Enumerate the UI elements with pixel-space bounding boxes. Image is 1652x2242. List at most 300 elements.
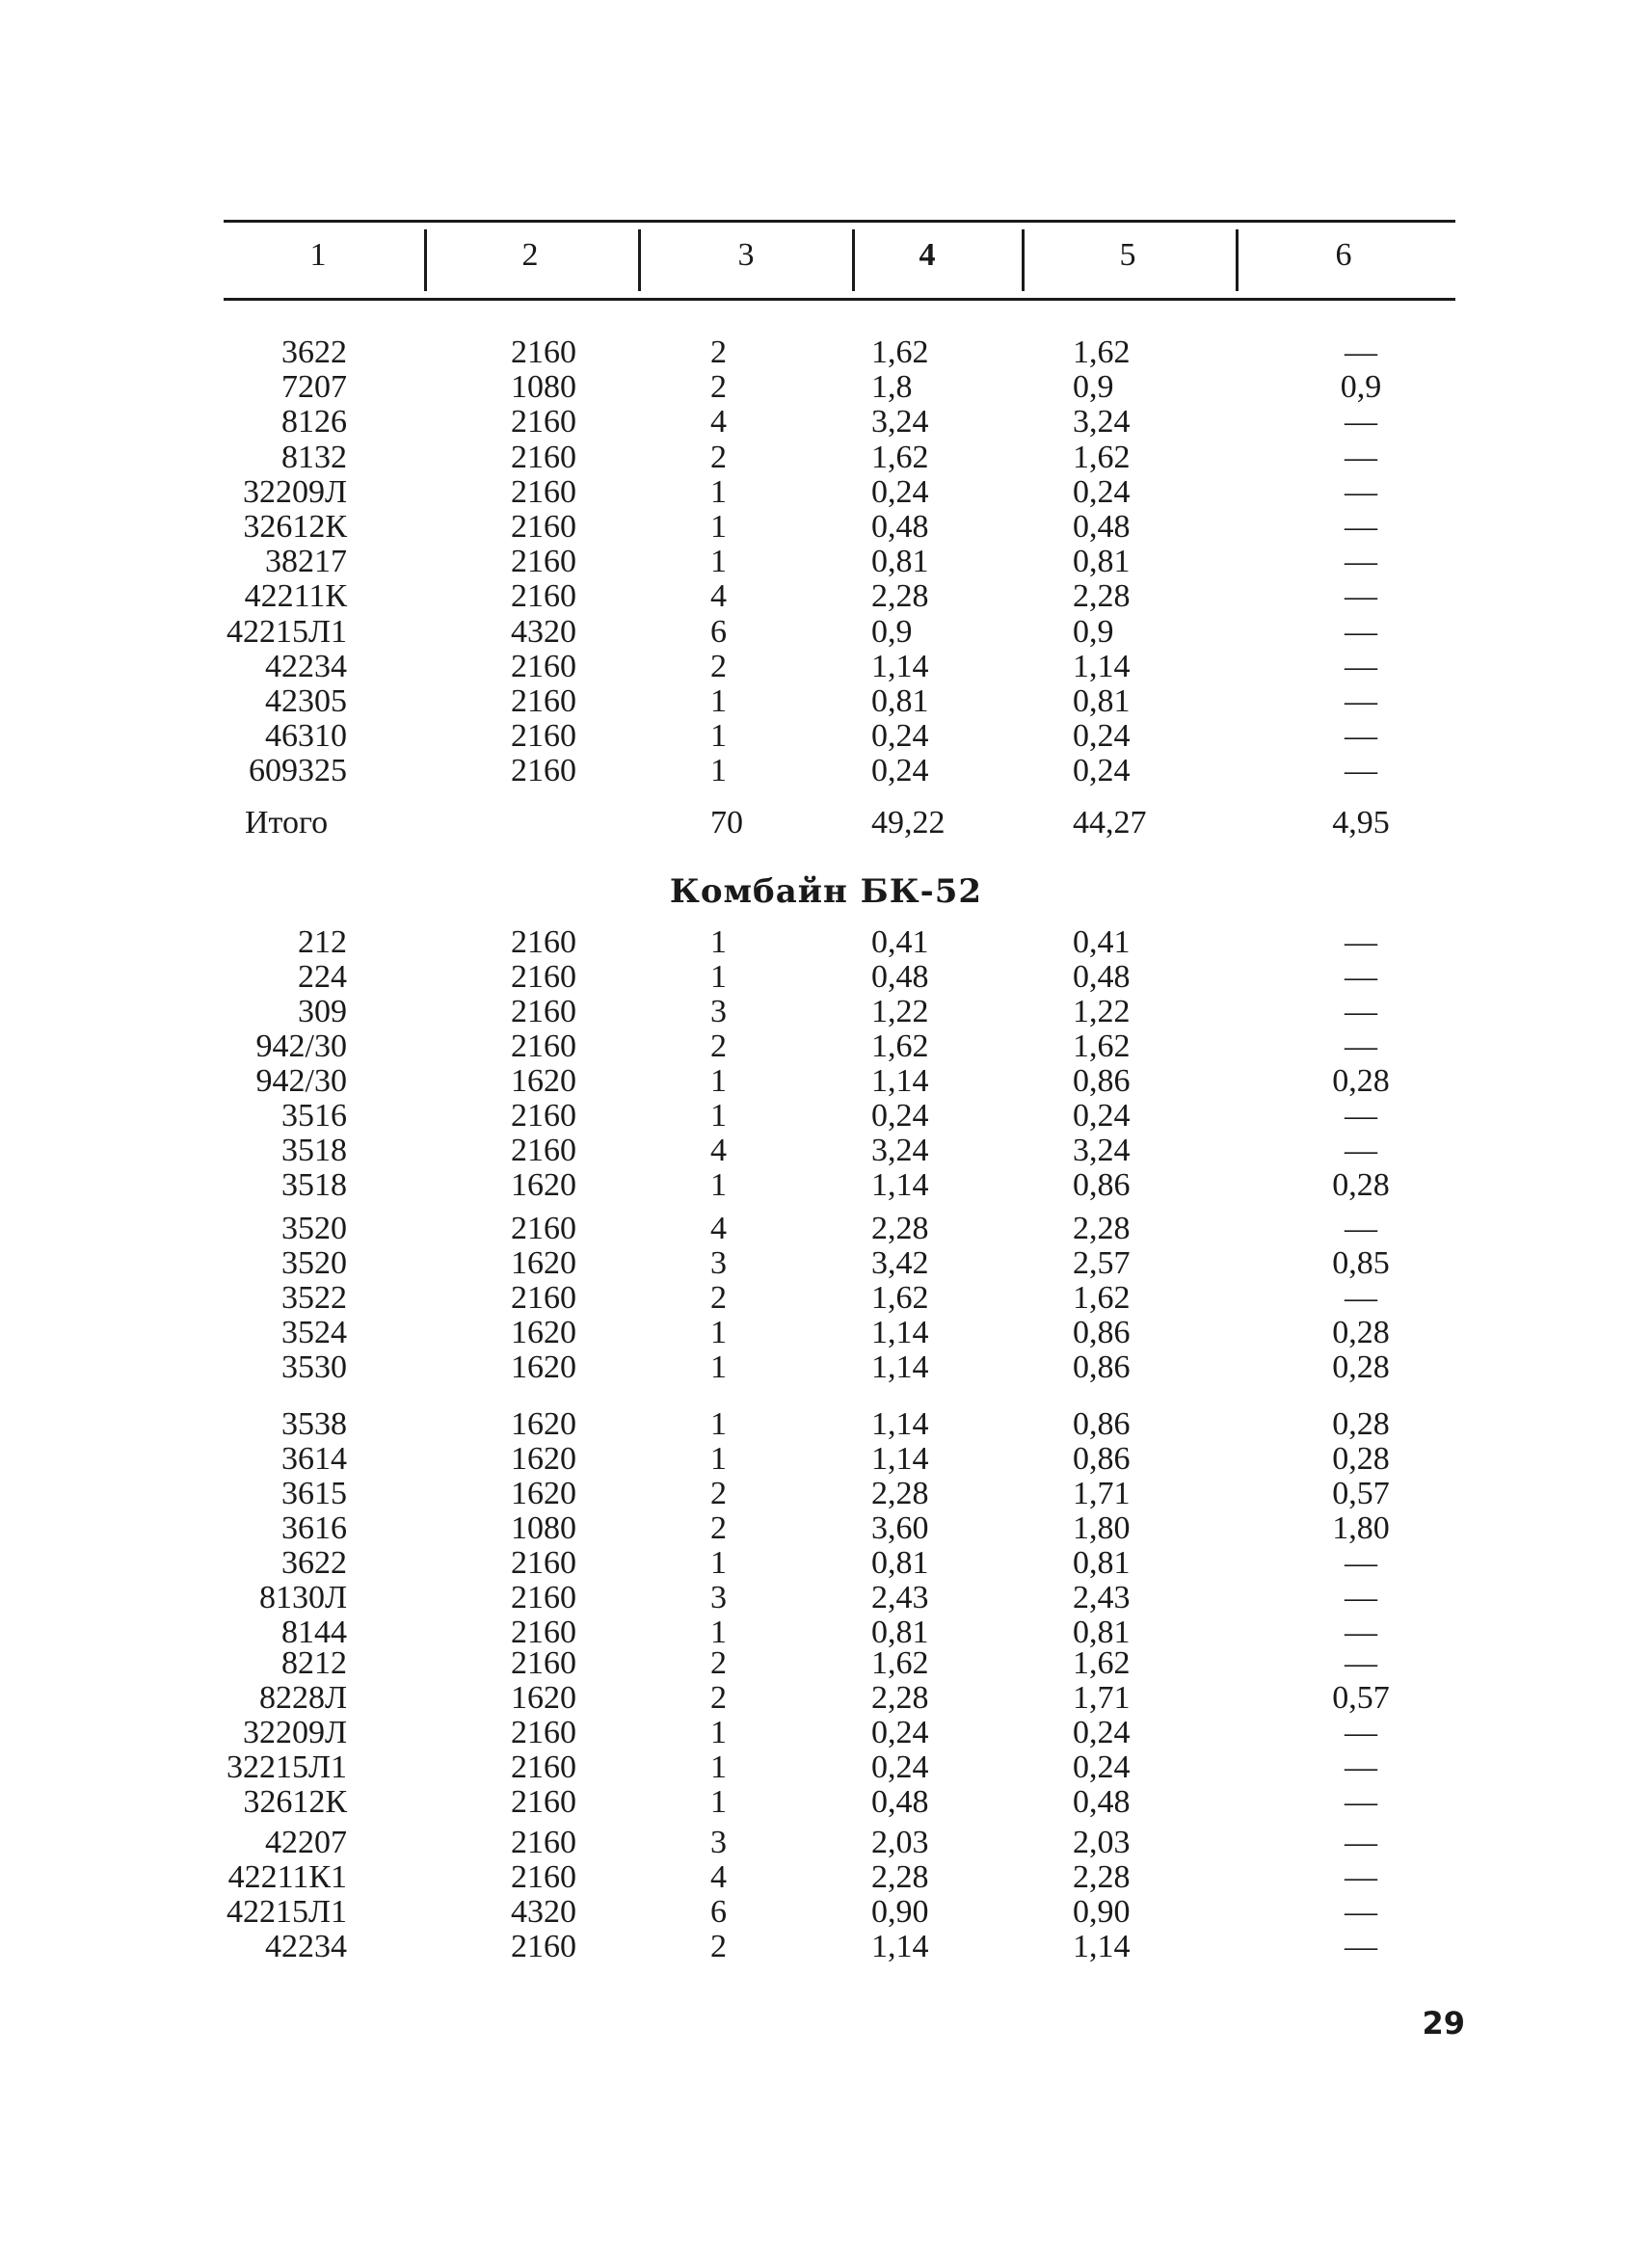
- cell-col6: —: [1345, 1784, 1377, 1820]
- cell-col2: 1080: [511, 369, 576, 406]
- table-row: [0, 370, 1652, 405]
- table-row: [0, 510, 1652, 545]
- cell-col4: 2,28: [871, 1859, 929, 1895]
- cell-col2: 1620: [511, 1406, 576, 1442]
- cell-col4: 0,81: [871, 1615, 929, 1650]
- cell-col5: 1,80: [1073, 1510, 1131, 1546]
- cell-col5: 0,24: [1073, 473, 1131, 510]
- cell-col6: —: [1345, 1133, 1377, 1168]
- cell-col2: 1620: [511, 1476, 576, 1511]
- cell-col2: 1620: [511, 1245, 576, 1281]
- table-row: [0, 1029, 1652, 1064]
- cell-col5: 3,24: [1073, 404, 1131, 440]
- header-separator: [1022, 229, 1025, 291]
- cell-col2: 2160: [511, 648, 576, 684]
- cell-col6: —: [1345, 1580, 1377, 1615]
- cell-col6: —: [1345, 1749, 1377, 1785]
- cell-col5: 2,28: [1073, 1859, 1131, 1895]
- cell-col5: 0,81: [1073, 1615, 1131, 1650]
- table-row: [0, 1895, 1652, 1930]
- table-row: [0, 960, 1652, 995]
- cell-col1: 8132: [281, 439, 347, 475]
- cell-col6: —: [1345, 1615, 1377, 1650]
- cell-col5: 0,90: [1073, 1894, 1131, 1930]
- cell-col2: 2160: [511, 924, 576, 960]
- cell-col1: 32612К: [243, 509, 347, 545]
- cell-col3: 1: [710, 1063, 727, 1099]
- cell-col3: 2: [710, 648, 727, 684]
- cell-col3: 1: [710, 1098, 727, 1134]
- cell-col3: 3: [710, 994, 727, 1029]
- cell-col1: 42207: [265, 1825, 347, 1860]
- cell-col6: —: [1345, 1280, 1377, 1316]
- cell-col5: 0,86: [1073, 1349, 1131, 1385]
- cell-col2: 2160: [511, 1280, 576, 1316]
- cell-col2: 2160: [511, 718, 576, 755]
- cell-col2: 1620: [511, 1167, 576, 1203]
- cell-col4: 0,48: [871, 959, 929, 995]
- section-title: Комбайн БК-52: [669, 872, 983, 911]
- cell-col1: 42234: [265, 648, 347, 684]
- cell-col1: 7207: [281, 369, 347, 406]
- cell-col1: 8130Л: [258, 1580, 347, 1615]
- cell-col1: 212: [298, 924, 347, 960]
- cell-col4: 1,62: [871, 439, 929, 475]
- header-bottom-rule: [224, 298, 1455, 301]
- table-row: [0, 650, 1652, 684]
- cell-col3: 4: [710, 578, 727, 615]
- table-row: [0, 1750, 1652, 1785]
- cell-col3: 1: [710, 683, 727, 719]
- cell-col2: 2160: [511, 1859, 576, 1895]
- cell-col6: —: [1345, 753, 1377, 789]
- table-row: [0, 1646, 1652, 1681]
- cell-col6: —: [1345, 683, 1377, 719]
- cell-col5: 1,62: [1073, 334, 1131, 370]
- header-separator: [424, 229, 427, 291]
- cell-col4: 2,28: [871, 578, 929, 615]
- cell-col3: 2: [710, 1028, 727, 1064]
- total-col3: 70: [710, 805, 743, 841]
- table-row: [0, 1785, 1652, 1820]
- column-header-3: 3: [737, 237, 755, 273]
- cell-col4: 1,14: [871, 1441, 929, 1477]
- cell-col5: 2,03: [1073, 1825, 1131, 1860]
- cell-col2: 2160: [511, 1615, 576, 1650]
- table-row: [0, 1511, 1652, 1546]
- cell-col5: 3,24: [1073, 1133, 1131, 1168]
- cell-col3: 2: [710, 1280, 727, 1316]
- cell-col1: 42211К: [244, 578, 347, 615]
- cell-col2: 2160: [511, 1580, 576, 1615]
- cell-col6: —: [1345, 994, 1377, 1029]
- cell-col2: 2160: [511, 994, 576, 1029]
- cell-col1: 3520: [281, 1245, 347, 1281]
- cell-col6: —: [1345, 1028, 1377, 1064]
- cell-col3: 1: [710, 1715, 727, 1750]
- cell-col5: 1,62: [1073, 1028, 1131, 1064]
- cell-col3: 1: [710, 1349, 727, 1385]
- cell-col2: 2160: [511, 509, 576, 545]
- cell-col3: 1: [710, 1315, 727, 1350]
- cell-col3: 1: [710, 544, 727, 580]
- table-row: [0, 1168, 1652, 1203]
- table-row: [0, 545, 1652, 579]
- cell-col4: 3,42: [871, 1245, 929, 1281]
- cell-col1: 3614: [281, 1441, 347, 1477]
- cell-col4: 1,8: [871, 369, 913, 406]
- cell-col1: 38217: [265, 544, 347, 580]
- cell-col6: 0,57: [1332, 1680, 1390, 1716]
- cell-col4: 1,62: [871, 334, 929, 370]
- cell-col1: 3518: [281, 1167, 347, 1203]
- cell-col2: 2160: [511, 1028, 576, 1064]
- cell-col6: —: [1345, 1645, 1377, 1681]
- column-header-6: 6: [1335, 237, 1352, 273]
- cell-col5: 0,24: [1073, 1749, 1131, 1785]
- cell-col5: 1,71: [1073, 1476, 1131, 1511]
- header-separator: [852, 229, 855, 291]
- cell-col3: 2: [710, 1929, 727, 1964]
- cell-col4: 2,28: [871, 1211, 929, 1246]
- cell-col1: 609325: [249, 753, 347, 789]
- cell-col3: 1: [710, 1167, 727, 1203]
- cell-col1: 32215Л1: [226, 1749, 347, 1785]
- cell-col4: 0,41: [871, 924, 929, 960]
- table-row: [0, 1099, 1652, 1134]
- cell-col5: 0,9: [1073, 613, 1114, 650]
- cell-col2: 2160: [511, 1929, 576, 1964]
- cell-col1: 32612К: [243, 1784, 347, 1820]
- cell-col6: —: [1345, 613, 1377, 650]
- table-row: [0, 405, 1652, 440]
- cell-col6: —: [1345, 1929, 1377, 1964]
- table-row: [0, 925, 1652, 960]
- cell-col6: —: [1345, 924, 1377, 960]
- cell-col6: 0,85: [1332, 1245, 1390, 1281]
- table-row: [0, 754, 1652, 788]
- cell-col4: 1,14: [871, 1063, 929, 1099]
- header-top-rule: [224, 220, 1455, 223]
- cell-col3: 1: [710, 959, 727, 995]
- cell-col3: 1: [710, 1545, 727, 1581]
- cell-col1: 942/30: [255, 1028, 347, 1064]
- total-col5: 44,27: [1073, 805, 1147, 841]
- cell-col5: 0,9: [1073, 369, 1114, 406]
- cell-col1: 3538: [281, 1406, 347, 1442]
- total-row: [0, 806, 1652, 841]
- cell-col5: 0,81: [1073, 1545, 1131, 1581]
- cell-col3: 4: [710, 404, 727, 440]
- table-row: [0, 1681, 1652, 1716]
- cell-col6: 0,28: [1332, 1441, 1390, 1477]
- cell-col4: 3,24: [871, 404, 929, 440]
- cell-col6: 0,28: [1332, 1167, 1390, 1203]
- cell-col3: 6: [710, 613, 727, 650]
- cell-col3: 3: [710, 1580, 727, 1615]
- cell-col3: 1: [710, 718, 727, 755]
- column-header-2: 2: [521, 237, 539, 273]
- cell-col5: 1,62: [1073, 1280, 1131, 1316]
- total-label: Итого: [245, 805, 329, 841]
- cell-col4: 0,24: [871, 1715, 929, 1750]
- cell-col6: 0,28: [1332, 1406, 1390, 1442]
- table-row: [0, 1442, 1652, 1477]
- cell-col1: 42305: [265, 683, 347, 719]
- cell-col3: 6: [710, 1894, 727, 1930]
- table-row: [0, 1281, 1652, 1316]
- column-header-1: 1: [309, 237, 327, 273]
- cell-col6: —: [1345, 578, 1377, 615]
- cell-col3: 1: [710, 1441, 727, 1477]
- table-row: [0, 1860, 1652, 1895]
- cell-col3: 2: [710, 1645, 727, 1681]
- table-row: [0, 1064, 1652, 1099]
- cell-col5: 1,14: [1073, 648, 1131, 684]
- cell-col5: 0,86: [1073, 1441, 1131, 1477]
- cell-col3: 1: [710, 509, 727, 545]
- cell-col4: 2,03: [871, 1825, 929, 1860]
- cell-col1: 8144: [281, 1615, 347, 1650]
- cell-col6: —: [1345, 1211, 1377, 1246]
- cell-col3: 1: [710, 1749, 727, 1785]
- cell-col5: 1,71: [1073, 1680, 1131, 1716]
- cell-col1: 3530: [281, 1349, 347, 1385]
- cell-col5: 0,24: [1073, 1098, 1131, 1134]
- cell-col2: 2160: [511, 1749, 576, 1785]
- cell-col3: 4: [710, 1859, 727, 1895]
- table-row: [0, 1477, 1652, 1511]
- cell-col6: —: [1345, 1098, 1377, 1134]
- cell-col4: 1,62: [871, 1645, 929, 1681]
- cell-col2: 2160: [511, 1784, 576, 1820]
- cell-col2: 2160: [511, 1645, 576, 1681]
- cell-col5: 0,86: [1073, 1406, 1131, 1442]
- table-row: [0, 1246, 1652, 1281]
- cell-col3: 4: [710, 1211, 727, 1246]
- table-row: [0, 719, 1652, 754]
- cell-col2: 2160: [511, 578, 576, 615]
- cell-col2: 2160: [511, 1825, 576, 1860]
- cell-col5: 2,43: [1073, 1580, 1131, 1615]
- cell-col2: 2160: [511, 1545, 576, 1581]
- cell-col5: 0,48: [1073, 959, 1131, 995]
- cell-col1: 224: [298, 959, 347, 995]
- cell-col6: —: [1345, 1859, 1377, 1895]
- column-header-5: 5: [1119, 237, 1136, 273]
- table-row: [0, 1581, 1652, 1615]
- cell-col2: 1620: [511, 1063, 576, 1099]
- cell-col4: 0,48: [871, 1784, 929, 1820]
- cell-col4: 1,14: [871, 1167, 929, 1203]
- cell-col4: 0,24: [871, 753, 929, 789]
- cell-col4: 1,14: [871, 1929, 929, 1964]
- cell-col3: 1: [710, 1615, 727, 1650]
- table-row: [0, 335, 1652, 370]
- cell-col1: 3520: [281, 1211, 347, 1246]
- cell-col4: 2,43: [871, 1580, 929, 1615]
- cell-col2: 2160: [511, 404, 576, 440]
- cell-col6: —: [1345, 648, 1377, 684]
- table-row: [0, 1716, 1652, 1750]
- cell-col4: 2,28: [871, 1680, 929, 1716]
- table-row: [0, 1930, 1652, 1964]
- cell-col4: 1,62: [871, 1280, 929, 1316]
- cell-col6: —: [1345, 718, 1377, 755]
- cell-col5: 2,28: [1073, 578, 1131, 615]
- cell-col6: —: [1345, 334, 1377, 370]
- cell-col2: 4320: [511, 613, 576, 650]
- cell-col2: 2160: [511, 753, 576, 789]
- page-number: 29: [1422, 2005, 1465, 2042]
- cell-col4: 3,60: [871, 1510, 929, 1546]
- cell-col1: 3518: [281, 1133, 347, 1168]
- cell-col1: 32209Л: [242, 473, 347, 510]
- cell-col1: 3516: [281, 1098, 347, 1134]
- cell-col3: 2: [710, 1476, 727, 1511]
- cell-col6: —: [1345, 1715, 1377, 1750]
- cell-col2: 2160: [511, 334, 576, 370]
- cell-col1: 42215Л1: [226, 613, 347, 650]
- cell-col1: 3622: [281, 1545, 347, 1581]
- cell-col4: 0,24: [871, 473, 929, 510]
- cell-col6: —: [1345, 473, 1377, 510]
- cell-col3: 2: [710, 334, 727, 370]
- cell-col5: 0,24: [1073, 1715, 1131, 1750]
- cell-col6: 0,9: [1340, 369, 1382, 406]
- cell-col1: 8212: [281, 1645, 347, 1681]
- table-row: [0, 1134, 1652, 1168]
- cell-col1: 3524: [281, 1315, 347, 1350]
- cell-col3: 2: [710, 369, 727, 406]
- cell-col3: 1: [710, 473, 727, 510]
- cell-col1: 46310: [265, 718, 347, 755]
- cell-col2: 1620: [511, 1349, 576, 1385]
- cell-col5: 0,41: [1073, 924, 1131, 960]
- cell-col3: 2: [710, 1680, 727, 1716]
- cell-col6: —: [1345, 1894, 1377, 1930]
- cell-col4: 1,22: [871, 994, 929, 1029]
- cell-col1: 3615: [281, 1476, 347, 1511]
- table-row: [0, 1212, 1652, 1246]
- cell-col6: —: [1345, 404, 1377, 440]
- cell-col1: 32209Л: [242, 1715, 347, 1750]
- cell-col4: 0,24: [871, 718, 929, 755]
- cell-col5: 1,22: [1073, 994, 1131, 1029]
- cell-col5: 0,48: [1073, 1784, 1131, 1820]
- cell-col3: 1: [710, 753, 727, 789]
- cell-col5: 0,86: [1073, 1063, 1131, 1099]
- cell-col2: 2160: [511, 683, 576, 719]
- cell-col5: 0,86: [1073, 1315, 1131, 1350]
- cell-col3: 3: [710, 1825, 727, 1860]
- cell-col6: 0,57: [1332, 1476, 1390, 1511]
- cell-col4: 0,81: [871, 683, 929, 719]
- cell-col4: 0,48: [871, 509, 929, 545]
- cell-col2: 2160: [511, 473, 576, 510]
- total-col4: 49,22: [871, 805, 946, 841]
- cell-col6: 0,28: [1332, 1315, 1390, 1350]
- table-row: [0, 579, 1652, 614]
- cell-col5: 1,14: [1073, 1929, 1131, 1964]
- cell-col6: —: [1345, 509, 1377, 545]
- cell-col4: 3,24: [871, 1133, 929, 1168]
- cell-col5: 0,24: [1073, 753, 1131, 789]
- cell-col2: 2160: [511, 1211, 576, 1246]
- table-row: [0, 1407, 1652, 1442]
- cell-col2: 2160: [511, 544, 576, 580]
- cell-col4: 0,9: [871, 613, 913, 650]
- table-row: [0, 1316, 1652, 1350]
- cell-col5: 0,81: [1073, 544, 1131, 580]
- cell-col5: 0,24: [1073, 718, 1131, 755]
- cell-col2: 1620: [511, 1680, 576, 1716]
- header-separator: [1236, 229, 1239, 291]
- cell-col2: 2160: [511, 439, 576, 475]
- cell-col5: 2,28: [1073, 1211, 1131, 1246]
- cell-col4: 1,14: [871, 1349, 929, 1385]
- cell-col6: —: [1345, 544, 1377, 580]
- cell-col4: 1,14: [871, 648, 929, 684]
- cell-col4: 0,81: [871, 544, 929, 580]
- cell-col4: 2,28: [871, 1476, 929, 1511]
- cell-col1: 42234: [265, 1929, 347, 1964]
- cell-col2: 1620: [511, 1441, 576, 1477]
- cell-col1: 942/30: [255, 1063, 347, 1099]
- cell-col5: 1,62: [1073, 439, 1131, 475]
- cell-col1: 42211К1: [227, 1859, 347, 1895]
- cell-col3: 4: [710, 1133, 727, 1168]
- cell-col4: 1,14: [871, 1406, 929, 1442]
- cell-col2: 4320: [511, 1894, 576, 1930]
- cell-col4: 0,24: [871, 1098, 929, 1134]
- cell-col4: 1,62: [871, 1028, 929, 1064]
- table-row: [0, 995, 1652, 1029]
- table-row: [0, 475, 1652, 510]
- cell-col6: 0,28: [1332, 1349, 1390, 1385]
- column-header-4: 4: [919, 237, 936, 273]
- cell-col6: —: [1345, 1545, 1377, 1581]
- cell-col4: 0,90: [871, 1894, 929, 1930]
- cell-col5: 1,62: [1073, 1645, 1131, 1681]
- cell-col4: 0,24: [871, 1749, 929, 1785]
- cell-col1: 309: [298, 994, 347, 1029]
- cell-col3: 2: [710, 439, 727, 475]
- cell-col6: 0,28: [1332, 1063, 1390, 1099]
- table-row: [0, 615, 1652, 650]
- cell-col5: 2,57: [1073, 1245, 1131, 1281]
- table-row: [0, 1826, 1652, 1860]
- cell-col2: 2160: [511, 1715, 576, 1750]
- cell-col6: 1,80: [1332, 1510, 1390, 1546]
- cell-col3: 1: [710, 1406, 727, 1442]
- table-row: [0, 1350, 1652, 1385]
- cell-col3: 3: [710, 1245, 727, 1281]
- cell-col3: 2: [710, 1510, 727, 1546]
- header-separator: [638, 229, 641, 291]
- cell-col2: 1620: [511, 1315, 576, 1350]
- cell-col3: 1: [710, 924, 727, 960]
- table-row: [0, 684, 1652, 719]
- cell-col5: 0,48: [1073, 509, 1131, 545]
- cell-col6: —: [1345, 959, 1377, 995]
- cell-col1: 3522: [281, 1280, 347, 1316]
- cell-col5: 0,86: [1073, 1167, 1131, 1203]
- table-row: [0, 1615, 1652, 1650]
- cell-col4: 1,14: [871, 1315, 929, 1350]
- cell-col6: —: [1345, 439, 1377, 475]
- table-row: [0, 440, 1652, 475]
